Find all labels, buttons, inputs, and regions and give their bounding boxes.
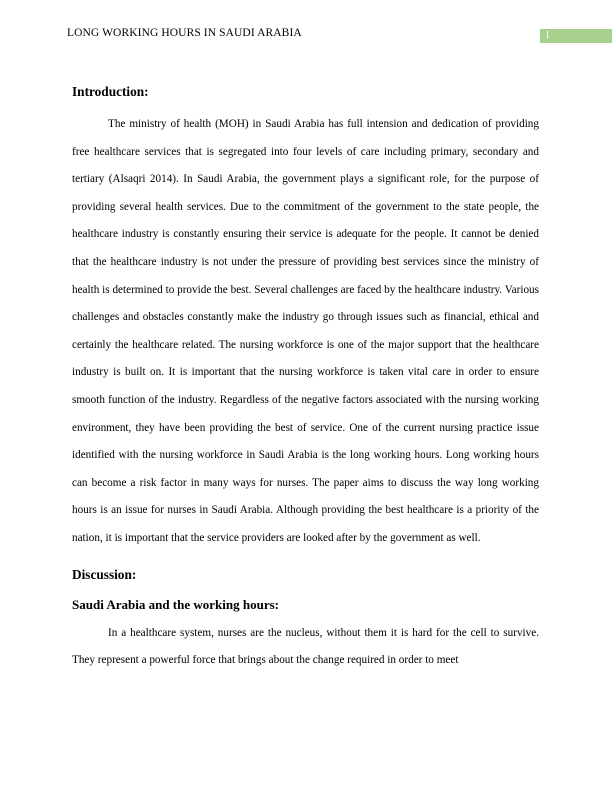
introduction-heading: Introduction: <box>72 84 149 99</box>
page-number: 1 <box>540 29 612 43</box>
discussion-paragraph: In a healthcare system, nurses are the nucleus, without them it is hard for the cell to survive. They represent a powerful force that brings about the change required in order to meet <box>72 626 539 667</box>
discussion-heading: Discussion: <box>72 566 137 582</box>
running-header: LONG WORKING HOURS IN SAUDI ARABIA <box>67 27 302 39</box>
introduction-paragraph: The ministry of health (MOH) in Saudi Arabia has full intension and dedication of providing free healthcare services that is segregated into four levels of care including primary, secondary and tertiary (Alsaqri 2014). In Saudi Arabia, the government plays a significant role, for the purpose of providing several health services. Due to the commitment of the government to the state people, the healthcare industry is constantly ensuring their service is adequate for the people. It cannot be denied that the healthcare industry is not under the pressure of providing best services since the ministry of health is determined to provide the best. Several challenges are faced by the healthcare industry. Various challenges and obstacles constantly make the industry go through issues such as financial, ethical and certainly the healthcare related. The nursing workforce is one of the major support that the healthcare industry is built on. It is important that the nursing workforce is taken vital care in order to ensure smooth function of the industry. Regardless of the negative factors associated with the nursing working environment, they have been providing the best of service. One of the current nursing practice issue identified with the nursing workforce in Saudi Arabia is the long working hours. Long working hours can become a risk factor in many ways for nurses. The paper aims to discuss the way long working hours is an issue for nurses in Saudi Arabia. Although providing the best healthcare is a priority of the nation, it is important that the service providers are looked after by the government as well. <box>72 118 539 544</box>
document-body <box>72 82 539 675</box>
working-hours-subheading: Saudi Arabia and the working hours: <box>72 596 279 612</box>
